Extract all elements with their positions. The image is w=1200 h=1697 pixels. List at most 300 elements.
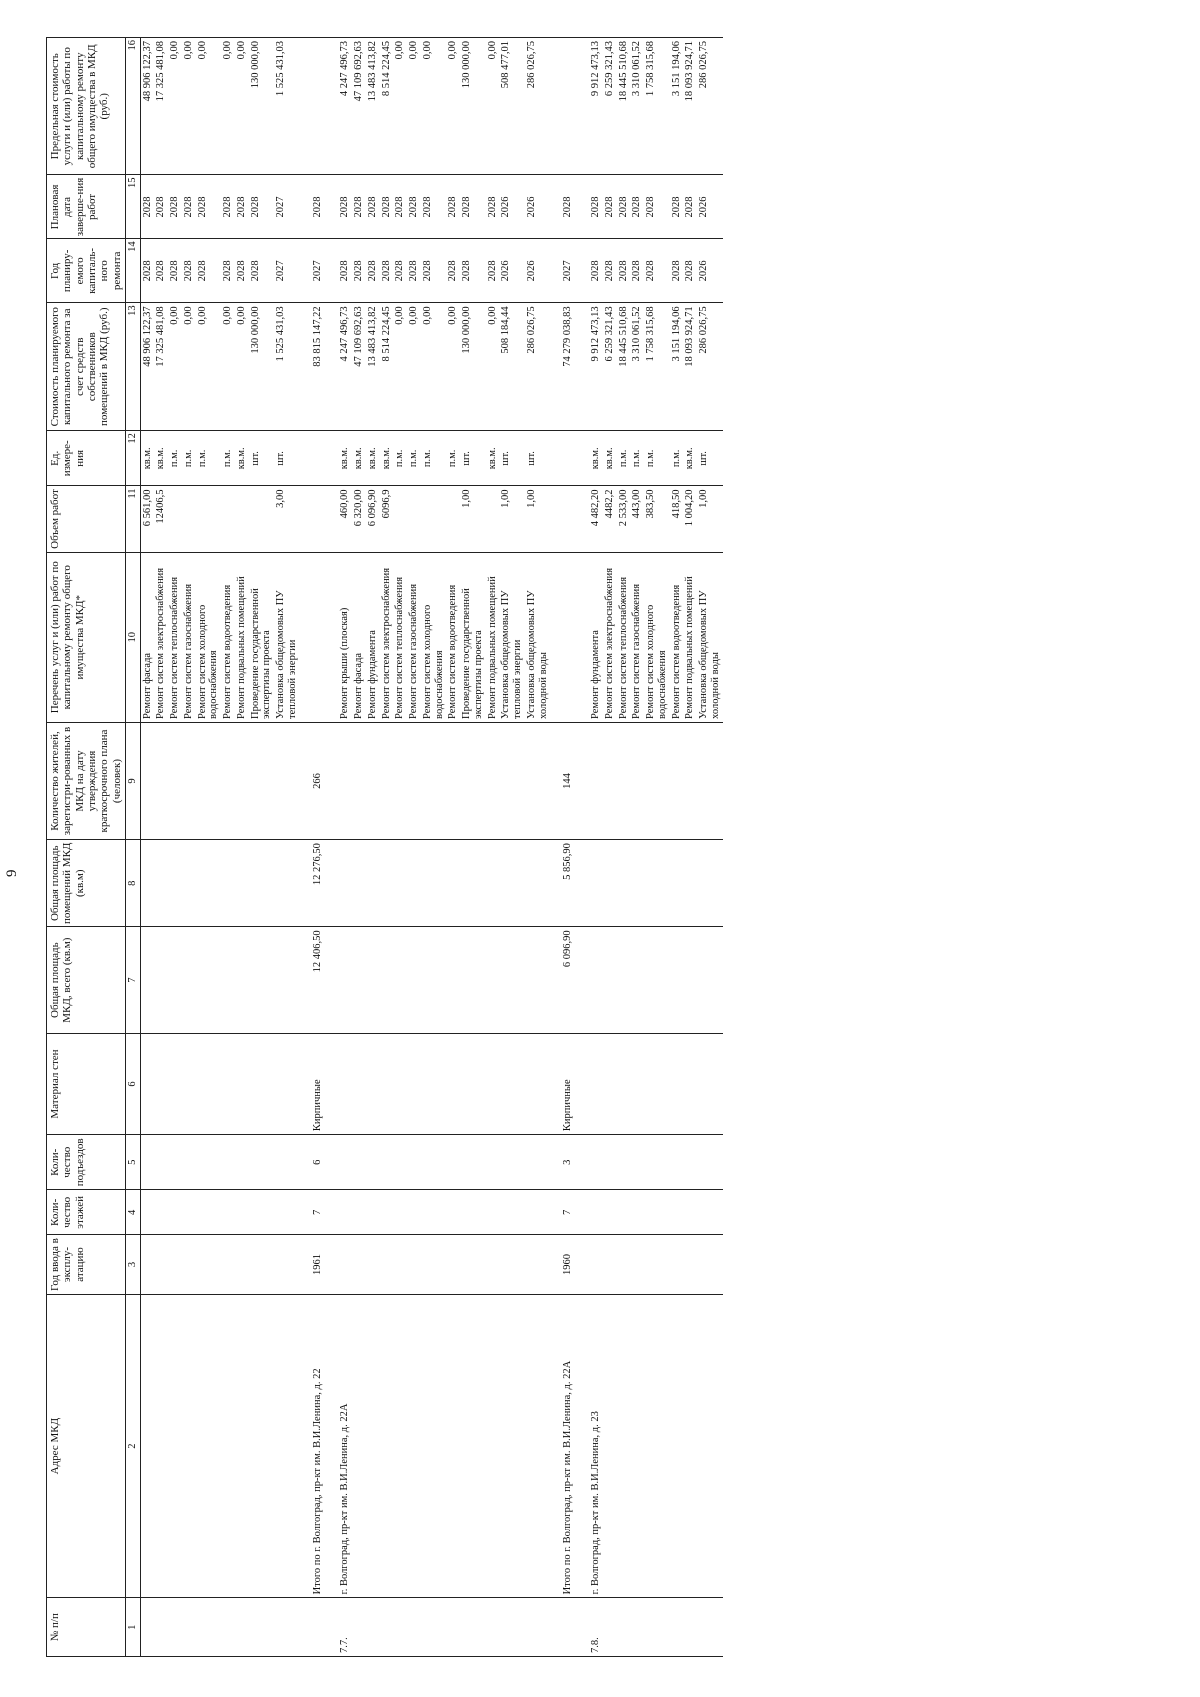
cell-empty — [584, 1190, 603, 1235]
cell-empty — [196, 722, 222, 839]
cell-empty — [603, 722, 617, 839]
cell-empty — [630, 1598, 644, 1657]
table-row — [421, 38, 447, 1657]
cell-year: 2028 — [366, 239, 380, 303]
cell-empty — [380, 1598, 394, 1657]
column-number: 3 — [125, 1235, 140, 1295]
column-number: 6 — [125, 1033, 140, 1134]
cell-unit: п.м. — [196, 431, 222, 486]
cell-empty — [154, 1033, 168, 1134]
cell-empty — [249, 1190, 275, 1235]
cell-empty — [182, 1033, 196, 1134]
cell-empty — [352, 722, 366, 839]
cell-work: Ремонт систем холодного водоснабжения — [421, 552, 447, 722]
cell-empty — [499, 1598, 525, 1657]
cell-empty — [670, 1033, 684, 1134]
total-row — [300, 38, 334, 1657]
table-row — [380, 38, 394, 1657]
cell-unit: кв.м. — [235, 431, 249, 486]
cell-end: 2028 — [333, 175, 352, 239]
cell-work: Ремонт систем электроснабжения — [154, 552, 168, 722]
table-row — [393, 38, 407, 1657]
cell-empty — [486, 1598, 500, 1657]
cell-work: Ремонт систем газоснабжения — [407, 552, 421, 722]
cell-empty — [407, 486, 421, 552]
cell-empty — [525, 1135, 551, 1190]
cell-unit: шт. — [249, 431, 275, 486]
table-row — [603, 38, 617, 1657]
cell-empty — [249, 1294, 275, 1598]
column-number: 4 — [125, 1190, 140, 1235]
cell-limit: 0,00 — [393, 38, 407, 176]
column-number: 7 — [125, 927, 140, 1034]
cell-empty — [366, 1033, 380, 1134]
cell-empty — [221, 1235, 235, 1295]
cell-empty — [617, 1033, 631, 1134]
cell-empty — [446, 1190, 460, 1235]
cell-empty — [584, 722, 603, 839]
cell-work: Ремонт крыши (плоская) — [333, 552, 352, 722]
cell-empty — [486, 927, 500, 1034]
cell-empty — [196, 1135, 222, 1190]
cell-end: 2028 — [550, 175, 584, 239]
cell-empty — [697, 722, 723, 839]
cell-end: 2028 — [584, 175, 603, 239]
table-row — [154, 38, 168, 1657]
cell-empty — [603, 840, 617, 927]
cell-cost: 0,00 — [196, 303, 222, 431]
cell-unit: кв.м. — [584, 431, 603, 486]
cell-unit: п.м. — [644, 431, 670, 486]
cell-cost: 508 184,44 — [499, 303, 525, 431]
cell-empty — [499, 722, 525, 839]
cell-floors: 7 — [550, 1190, 584, 1235]
cell-year: 2027 — [550, 239, 584, 303]
cell-limit: 130 000,00 — [460, 38, 486, 176]
column-number: 8 — [125, 840, 140, 927]
cell-residents: 144 — [550, 722, 584, 839]
cell-volume: 4482,2 — [603, 486, 617, 552]
cell-year: 2028 — [168, 239, 182, 303]
cell-empty — [697, 840, 723, 927]
column-header: Коли-чество подъездов — [47, 1135, 126, 1190]
column-header: Предельная стоимость услуги и (или) работы по капитальному ремонту общего имущества в МКД (руб.) — [47, 38, 126, 176]
cell-empty — [525, 1598, 551, 1657]
cell-empty — [525, 722, 551, 839]
cell-empty — [182, 927, 196, 1034]
column-header: Стоимость планируемого капитального ремонта за счет средств собственников помещений в МКД (руб.) — [47, 303, 126, 431]
column-header: Общая площадь МКД, всего (кв.м) — [47, 927, 126, 1034]
cell-empty — [525, 1190, 551, 1235]
cell-end: 2028 — [168, 175, 182, 239]
cell-work: Установка общедомовых ПУ тепловой энергии — [499, 552, 525, 722]
cell-empty — [333, 722, 352, 839]
cell-area-total: 6 096,90 — [550, 927, 584, 1034]
cell-limit: 0,00 — [168, 38, 182, 176]
cell-end: 2026 — [499, 175, 525, 239]
cell-empty — [446, 1294, 460, 1598]
cell-empty — [630, 722, 644, 839]
cell-limit: 0,00 — [446, 38, 460, 176]
cell-empty — [630, 1190, 644, 1235]
cell-empty — [366, 1135, 380, 1190]
cell-end: 2028 — [352, 175, 366, 239]
cell-limit: 47 109 692,63 — [352, 38, 366, 176]
cell-cost: 1 758 315,68 — [644, 303, 670, 431]
cell-cost: 286 026,75 — [525, 303, 551, 431]
cell-empty — [683, 1190, 697, 1235]
cell-empty — [584, 840, 603, 927]
cell-empty — [617, 722, 631, 839]
cell-work: Установка общедомовых ПУ холодной воды — [525, 552, 551, 722]
cell-empty — [221, 927, 235, 1034]
cell-empty — [182, 722, 196, 839]
cell-work: Ремонт систем газоснабжения — [630, 552, 644, 722]
cell-cost: 74 279 038,83 — [550, 303, 584, 431]
cell-empty — [235, 1033, 249, 1134]
cell-year: 2028 — [380, 239, 394, 303]
cell-unit: п.м. — [617, 431, 631, 486]
cell-empty — [168, 486, 182, 552]
table-header — [47, 38, 141, 1657]
cell-empty — [683, 1598, 697, 1657]
cell-end: 2028 — [630, 175, 644, 239]
cell-empty — [697, 927, 723, 1034]
cell-empty — [274, 1190, 300, 1235]
cell-empty — [617, 1190, 631, 1235]
cell-volume: 1 004,20 — [683, 486, 697, 552]
cell-empty — [235, 1235, 249, 1295]
cell-empty — [460, 1294, 486, 1598]
cell-empty — [421, 840, 447, 927]
repair-plan-table — [46, 37, 723, 1657]
table-row — [644, 38, 670, 1657]
cell-empty — [421, 927, 447, 1034]
cell-empty — [221, 1033, 235, 1134]
cell-empty — [196, 1235, 222, 1295]
cell-cost: 0,00 — [407, 303, 421, 431]
table-row — [274, 38, 300, 1657]
cell-empty — [644, 1190, 670, 1235]
cell-empty — [300, 1598, 334, 1657]
cell-volume: 1,00 — [697, 486, 723, 552]
table-row — [407, 38, 421, 1657]
cell-empty — [140, 1135, 154, 1190]
cell-empty — [366, 927, 380, 1034]
cell-empty — [274, 1135, 300, 1190]
cell-empty — [670, 1598, 684, 1657]
cell-empty — [249, 927, 275, 1034]
cell-empty — [407, 840, 421, 927]
cell-limit: 1 758 315,68 — [644, 38, 670, 176]
cell-empty — [380, 1033, 394, 1134]
cell-empty — [407, 1135, 421, 1190]
cell-year: 2028 — [235, 239, 249, 303]
cell-volume: 418,50 — [670, 486, 684, 552]
cell-empty — [333, 1033, 352, 1134]
cell-empty — [644, 840, 670, 927]
cell-empty — [196, 1294, 222, 1598]
cell-end: 2028 — [235, 175, 249, 239]
cell-work: Установка общедомовых ПУ тепловой энергии — [274, 552, 300, 722]
column-number: 13 — [125, 303, 140, 431]
cell-empty — [182, 486, 196, 552]
cell-volume: 2 533,00 — [617, 486, 631, 552]
cell-empty — [486, 1235, 500, 1295]
cell-empty — [486, 840, 500, 927]
cell-empty — [380, 722, 394, 839]
cell-limit: 0,00 — [235, 38, 249, 176]
cell-empty — [499, 840, 525, 927]
cell-volume: 383,50 — [644, 486, 670, 552]
column-header: Ед. измере-ния — [47, 431, 126, 486]
cell-unit: п.м. — [421, 431, 447, 486]
column-header: Коли-чество этажей — [47, 1190, 126, 1235]
table-row — [617, 38, 631, 1657]
cell-cost: 0,00 — [182, 303, 196, 431]
cell-empty — [603, 1190, 617, 1235]
cell-empty — [407, 722, 421, 839]
cell-empty — [300, 38, 334, 176]
cell-year: 2028 — [421, 239, 447, 303]
cell-cost: 18 445 510,68 — [617, 303, 631, 431]
cell-limit: 17 325 481,08 — [154, 38, 168, 176]
cell-unit: п.м. — [670, 431, 684, 486]
cell-end: 2028 — [421, 175, 447, 239]
cell-empty — [154, 1294, 168, 1598]
cell-empty — [182, 1294, 196, 1598]
cell-empty — [352, 1135, 366, 1190]
table-row — [584, 38, 603, 1657]
cell-empty — [603, 1598, 617, 1657]
table-row — [630, 38, 644, 1657]
total-row — [550, 38, 584, 1657]
cell-empty — [249, 486, 275, 552]
cell-empty — [168, 927, 182, 1034]
cell-year: 2028 — [683, 239, 697, 303]
cell-empty — [550, 1598, 584, 1657]
table-row — [235, 38, 249, 1657]
cell-work: Ремонт систем газоснабжения — [182, 552, 196, 722]
cell-empty — [617, 927, 631, 1034]
cell-year-built: 1961 — [300, 1235, 334, 1295]
cell-empty — [235, 1598, 249, 1657]
cell-cost: 13 483 413,82 — [366, 303, 380, 431]
cell-empty — [140, 722, 154, 839]
cell-empty — [154, 1135, 168, 1190]
cell-empty — [683, 1135, 697, 1190]
cell-empty — [333, 840, 352, 927]
cell-empty — [168, 1190, 182, 1235]
cell-year: 2026 — [499, 239, 525, 303]
cell-end: 2028 — [140, 175, 154, 239]
cell-address: Итого по г. Волгоград, пр-кт им. В.И.Ленина, д. 22 — [300, 1294, 334, 1598]
cell-empty — [221, 486, 235, 552]
cell-cost: 48 906 122,37 — [140, 303, 154, 431]
cell-empty — [235, 722, 249, 839]
cell-cost: 4 247 496,73 — [333, 303, 352, 431]
cell-unit: шт. — [274, 431, 300, 486]
cell-empty — [235, 486, 249, 552]
cell-empty — [140, 1033, 154, 1134]
cell-year: 2028 — [249, 239, 275, 303]
cell-empty — [333, 1190, 352, 1235]
column-header: Адрес МКД — [47, 1294, 126, 1598]
cell-empty — [366, 840, 380, 927]
cell-empty — [486, 1033, 500, 1134]
cell-cost: 9 912 473,13 — [584, 303, 603, 431]
cell-empty — [525, 1033, 551, 1134]
cell-empty — [460, 1235, 486, 1295]
cell-year: 2028 — [603, 239, 617, 303]
cell-empty — [221, 1294, 235, 1598]
cell-cost: 0,00 — [446, 303, 460, 431]
cell-year: 2028 — [333, 239, 352, 303]
cell-empty — [274, 840, 300, 927]
cell-limit: 286 026,75 — [525, 38, 551, 176]
cell-empty — [697, 1135, 723, 1190]
cell-entrances: 3 — [550, 1135, 584, 1190]
cell-empty — [630, 927, 644, 1034]
cell-empty — [683, 722, 697, 839]
cell-limit: 0,00 — [486, 38, 500, 176]
table-row — [140, 38, 154, 1657]
cell-empty — [140, 1235, 154, 1295]
cell-empty — [274, 722, 300, 839]
cell-empty — [154, 1235, 168, 1295]
cell-empty — [550, 431, 584, 486]
cell-empty — [407, 1294, 421, 1598]
cell-year: 2028 — [140, 239, 154, 303]
cell-empty — [584, 1033, 603, 1134]
cell-work: Проведение государственной экспертизы проекта — [460, 552, 486, 722]
cell-walls: Кирпичные — [550, 1033, 584, 1134]
column-header: Плановая дата заверше-ния работ — [47, 175, 126, 239]
cell-year: 2027 — [300, 239, 334, 303]
cell-empty — [644, 722, 670, 839]
cell-empty — [683, 927, 697, 1034]
cell-cost: 3 310 061,52 — [630, 303, 644, 431]
cell-end: 2028 — [196, 175, 222, 239]
cell-unit: шт. — [499, 431, 525, 486]
cell-limit: 508 477,01 — [499, 38, 525, 176]
cell-empty — [380, 1190, 394, 1235]
cell-cost: 1 525 431,03 — [274, 303, 300, 431]
cell-empty — [603, 1294, 617, 1598]
cell-cost: 130 000,00 — [249, 303, 275, 431]
cell-work: Ремонт систем водоотведения — [446, 552, 460, 722]
cell-empty — [460, 1598, 486, 1657]
table-row — [352, 38, 366, 1657]
cell-empty — [421, 1235, 447, 1295]
cell-end: 2028 — [366, 175, 380, 239]
cell-empty — [249, 1235, 275, 1295]
column-header: Количество жителей, зарегистри-рованных в МКД на дату утверждения краткосрочного плана (человек) — [47, 722, 126, 839]
cell-empty — [221, 1190, 235, 1235]
cell-empty — [525, 840, 551, 927]
cell-unit: кв.м. — [333, 431, 352, 486]
cell-empty — [421, 1294, 447, 1598]
cell-work: Ремонт подвальных помещений — [235, 552, 249, 722]
cell-limit: 3 310 061,52 — [630, 38, 644, 176]
cell-year: 2028 — [196, 239, 222, 303]
column-number: 15 — [125, 175, 140, 239]
cell-end: 2028 — [603, 175, 617, 239]
cell-end: 2028 — [300, 175, 334, 239]
table-row — [168, 38, 182, 1657]
table-row — [249, 38, 275, 1657]
page-number: 9 — [4, 869, 20, 877]
cell-no: 7.7. — [333, 1598, 352, 1657]
cell-empty — [446, 1235, 460, 1295]
cell-unit: кв.м. — [683, 431, 697, 486]
cell-empty — [196, 840, 222, 927]
table-row — [333, 38, 352, 1657]
cell-entrances: 6 — [300, 1135, 334, 1190]
cell-empty — [486, 1135, 500, 1190]
table-row — [460, 38, 486, 1657]
cell-address: г. Волгоград, пр-кт им. В.И.Ленина, д. 22А — [333, 1294, 352, 1598]
table-row — [683, 38, 697, 1657]
cell-no: 7.8. — [584, 1598, 603, 1657]
cell-empty — [499, 1033, 525, 1134]
cell-empty — [274, 1294, 300, 1598]
cell-empty — [393, 1135, 407, 1190]
cell-empty — [380, 840, 394, 927]
cell-empty — [393, 927, 407, 1034]
cell-empty — [168, 1294, 182, 1598]
cell-unit: кв.м. — [154, 431, 168, 486]
column-number: 2 — [125, 1294, 140, 1598]
cell-empty — [407, 1598, 421, 1657]
column-number: 9 — [125, 722, 140, 839]
cell-empty — [446, 486, 460, 552]
cell-year: 2026 — [697, 239, 723, 303]
cell-empty — [274, 1235, 300, 1295]
table-row — [525, 38, 551, 1657]
table-body — [140, 38, 723, 1657]
cell-empty — [154, 927, 168, 1034]
cell-empty — [168, 722, 182, 839]
cell-empty — [446, 927, 460, 1034]
cell-cost: 83 815 147,22 — [300, 303, 334, 431]
cell-year: 2028 — [486, 239, 500, 303]
cell-empty — [182, 1190, 196, 1235]
column-number: 10 — [125, 552, 140, 722]
cell-empty — [168, 840, 182, 927]
cell-empty — [550, 486, 584, 552]
cell-empty — [644, 1294, 670, 1598]
cell-empty — [421, 1190, 447, 1235]
cell-unit: кв.м. — [380, 431, 394, 486]
cell-cost: 6 259 321,43 — [603, 303, 617, 431]
cell-residents: 266 — [300, 722, 334, 839]
cell-end: 2028 — [644, 175, 670, 239]
cell-empty — [446, 1598, 460, 1657]
cell-work: Ремонт систем водоотведения — [670, 552, 684, 722]
cell-work: Ремонт систем водоотведения — [221, 552, 235, 722]
cell-limit: 1 525 431,03 — [274, 38, 300, 176]
cell-empty — [617, 1235, 631, 1295]
cell-empty — [182, 1598, 196, 1657]
cell-empty — [683, 1294, 697, 1598]
cell-empty — [670, 1135, 684, 1190]
cell-empty — [617, 840, 631, 927]
cell-empty — [366, 1598, 380, 1657]
cell-empty — [670, 927, 684, 1034]
cell-empty — [525, 1294, 551, 1598]
column-header: Материал стен — [47, 1033, 126, 1134]
